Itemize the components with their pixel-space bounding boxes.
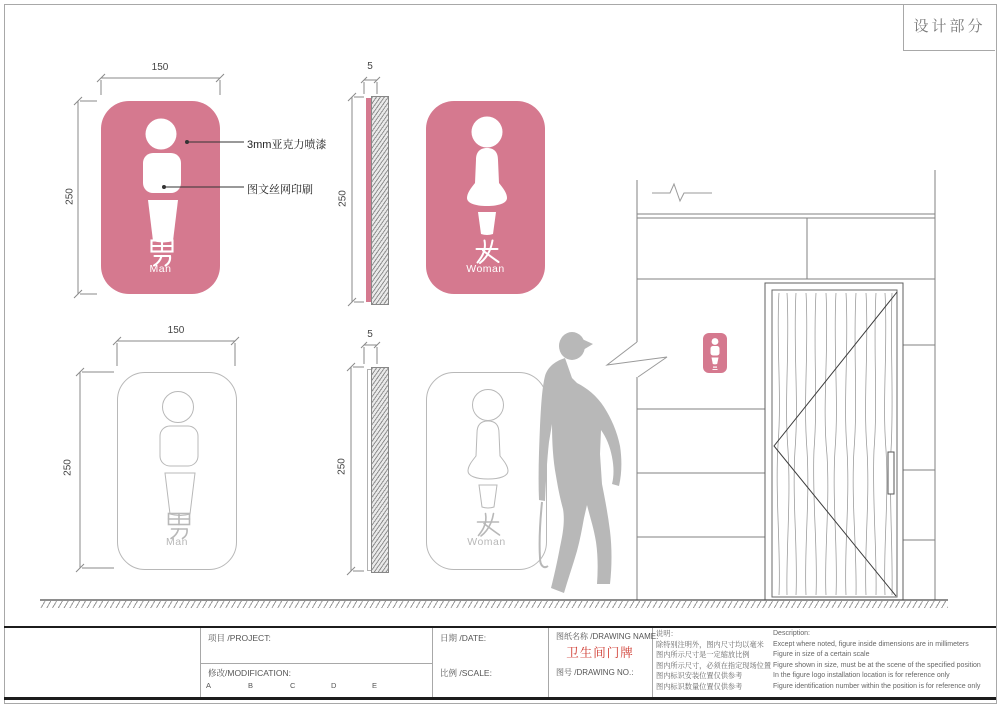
notes-en-line: Except where noted, figure inside dimensions are in millimeters <box>773 640 969 648</box>
project-label: 项目 /PROJECT: <box>208 633 271 643</box>
notes-cn-line: 图内所示尺寸，必须在指定现场位置 <box>656 660 772 670</box>
wall-mounted-sign <box>703 333 727 373</box>
female-character-glyph <box>477 241 499 264</box>
male-sign-front-view <box>101 101 220 294</box>
corner-title-divider-h <box>903 50 995 51</box>
female-sign-outline-view <box>426 372 547 570</box>
revision-e: E <box>372 681 378 690</box>
notes-en-line: Figure in size of a certain scale <box>773 651 870 659</box>
dim-height-top-left: 250 <box>64 188 76 205</box>
dim-height-bottom-mid: 250 <box>336 458 348 475</box>
dim-width-bottom: 150 <box>167 325 185 336</box>
male-sign-en-label: Man <box>149 263 172 275</box>
ground-hatch <box>40 601 948 608</box>
female-sign-en-label: Woman <box>466 263 505 275</box>
dim-height-top-mid: 250 <box>337 190 349 207</box>
notes-cn-line: 图内标识安装位置仅供参考 <box>656 671 743 681</box>
notes-en-line: In the figure logo installation location is for reference only <box>773 672 950 680</box>
project-cell-divider <box>200 663 432 664</box>
modification-label: 修改/MODIFICATION: <box>208 668 291 678</box>
notes-english <box>773 629 993 693</box>
title-block-divider-2 <box>432 628 433 697</box>
male-sign-outline-view <box>117 372 237 570</box>
notes-en-line: Description: <box>773 630 810 637</box>
callout-screen-print: 图文丝网印刷 <box>247 184 313 196</box>
female-sign-outline-en-label: Woman <box>467 536 506 548</box>
notes-cn-line: 说明： <box>656 629 678 638</box>
dim-thickness-bottom: 5 <box>367 329 373 340</box>
drawing-no-label: 图号 /DRAWING NO.: <box>556 668 634 677</box>
side-view-board-section <box>371 96 389 305</box>
drawing-name-value: 卫生间门牌 <box>566 646 634 660</box>
title-block-divider-3 <box>548 628 549 697</box>
revision-a: A <box>206 681 212 690</box>
revision-c: C <box>290 681 296 690</box>
page-title: 设计部分 <box>913 18 986 35</box>
wall-sign-mini-icon <box>703 333 727 373</box>
callout-acrylic: 3mm亚克力喷漆 <box>247 139 327 151</box>
notes-cn-line: 图内所示尺寸是一定缩放比例 <box>656 650 750 660</box>
notes-en-line: Figure identification number within the position is for reference only <box>773 682 981 690</box>
notes-cn-line: 图内标识数量位置仅供参考 <box>656 681 743 691</box>
female-sign-front-view <box>426 101 545 294</box>
drawing-name-label: 图纸名称 /DRAWING NAME: <box>556 632 659 641</box>
title-block-bottom-rule <box>4 697 996 700</box>
female-character-glyph-outline <box>478 514 500 537</box>
title-block-top-rule <box>4 626 996 628</box>
notes-cn-line: 除特别注明外，图内尺寸均以毫米 <box>656 639 764 649</box>
side-view-board-section-bottom <box>371 367 389 573</box>
male-character-glyph-outline <box>169 514 190 539</box>
revision-d: D <box>331 681 337 690</box>
male-character-glyph <box>152 241 173 266</box>
date-label: 日期 /DATE: <box>440 633 487 643</box>
dim-thickness-top: 5 <box>367 61 373 72</box>
revision-b: B <box>248 681 254 690</box>
notes-chinese <box>656 629 772 693</box>
dim-height-bottom-left: 250 <box>62 459 74 476</box>
notes-en-line: Figure shown in size, must be at the scene of the specified position <box>773 661 981 669</box>
scale-label: 比例 /SCALE: <box>440 668 492 678</box>
dim-width-top: 150 <box>151 62 169 73</box>
male-sign-outline-en-label: Man <box>166 536 188 548</box>
